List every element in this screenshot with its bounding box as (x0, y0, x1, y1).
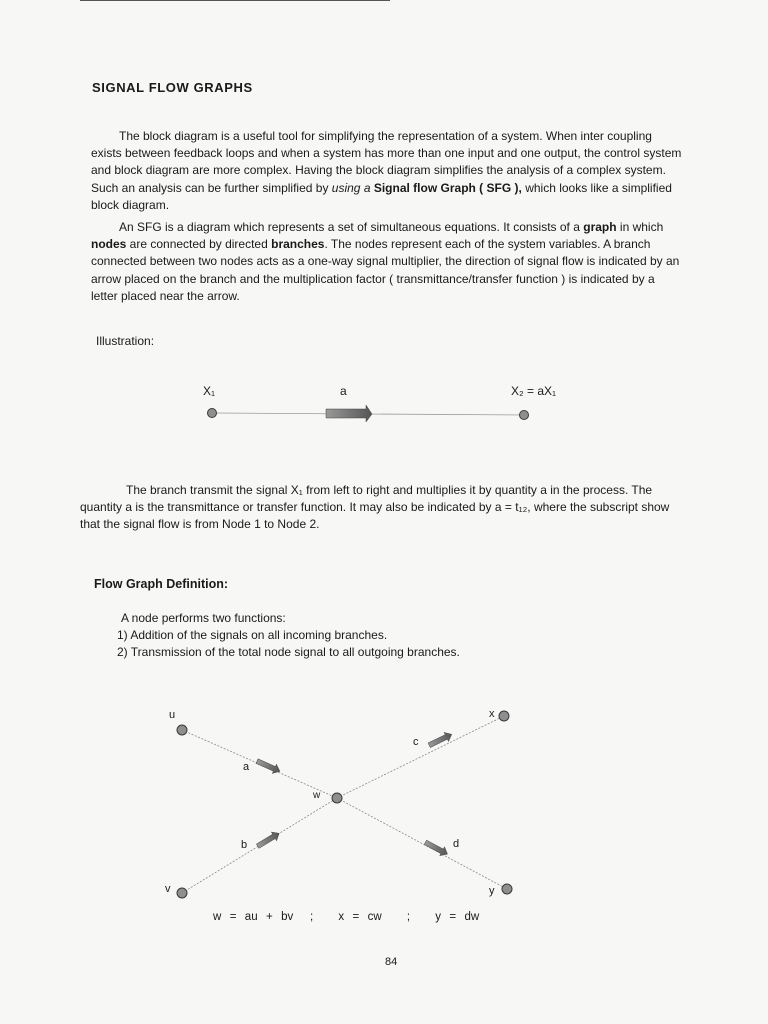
page-number: 84 (385, 956, 398, 968)
node-label-v: v (165, 883, 171, 895)
illustration-diagram (208, 405, 529, 422)
sfg-bold-branches: branches (271, 237, 325, 252)
branch-label-b: b (241, 839, 248, 851)
node-functions-intro: A node performs two functions: (121, 611, 286, 625)
sfg-text-3: are connected by directed (126, 237, 272, 252)
sfg-text-2: in which (616, 220, 664, 234)
illustration-node1-label: X₁ (203, 384, 216, 398)
node-functions-list (117, 610, 460, 661)
node-label-y: y (489, 885, 495, 897)
branch-label-a: a (243, 761, 250, 773)
branch-arrow-a (255, 757, 282, 776)
branch-label-c: c (413, 736, 419, 748)
list-item: 1) Addition of the signals on all incoming branches. (117, 628, 388, 642)
illustration-node-x2 (520, 411, 529, 420)
intro-bold-sfg: Signal flow Graph ( SFG ), (373, 180, 522, 195)
branch-w-x (337, 716, 504, 798)
list-item: 2) Transmission of the total node signal to all outgoing branches. (117, 645, 460, 659)
branch-label-d: d (453, 838, 460, 850)
node-w (332, 793, 342, 803)
flow-graph-definition-heading: Flow Graph Definition: (94, 577, 229, 591)
illustration-branch-arrow (326, 405, 372, 422)
sfg-bold-nodes: nodes (91, 237, 127, 252)
node-label-w: w (313, 790, 321, 801)
page-title: SIGNAL FLOW GRAPHS (92, 80, 253, 95)
node-equations: w = au + bv ; x = cw ; y = dw (213, 911, 480, 923)
illustration-heading: Illustration: (96, 334, 155, 348)
branch-arrow-d (423, 838, 450, 859)
node-x (499, 711, 509, 721)
node-y (502, 884, 512, 894)
intro-text-end: which looks like a simplified block diagram. (91, 180, 672, 212)
intro-italic: using a (331, 180, 371, 195)
flow-graph-diagram (177, 711, 512, 898)
illustration-branch-label: a (340, 384, 347, 398)
sfg-bold-graph: graph (583, 220, 617, 234)
branch-arrow-b (255, 829, 282, 850)
sfg-text-4: . The nodes represent each of the system variables. A branch connected between two nodes acts as a one-way signal multiplier, the direction of signal flow is indicated by an arrow placed on the branch and the multiplication factor ( transmittance/transfer function ) is indicated by a letter placed near the arrow. (91, 237, 680, 303)
intro-text: The block diagram is a useful tool for simplifying the representation of a system. When inter coupling exists between feedback loops and when a system has more than one input and one output, the control system and block diagram are more complex. Having the block diagram simplifies the analysis of a complex system. Such an analysis can be further simplified by (91, 129, 682, 195)
branch-explanation-paragraph (80, 482, 680, 534)
sfg-text-1: An SFG is a diagram which represents a set of simultaneous equations. It consists of a (119, 220, 584, 234)
node-label-u: u (169, 709, 176, 721)
node-label-x: x (489, 708, 495, 720)
branch-arrow-c (427, 730, 454, 750)
node-u (177, 725, 187, 735)
branch-w-y (337, 798, 507, 889)
node-v (177, 888, 187, 898)
branch-explanation-text: The branch transmit the signal X₁ from left to right and multiplies it by quantity a in the process. The quantity a is the transmittance or transfer function. It may also be indicated by a = t₁₂, where the subscript show that the signal flow is from Node 1 to Node 2. (80, 483, 670, 532)
illustration-node-x1 (208, 409, 217, 418)
illustration-node2-label: X₂ = aX₁ (511, 384, 557, 398)
